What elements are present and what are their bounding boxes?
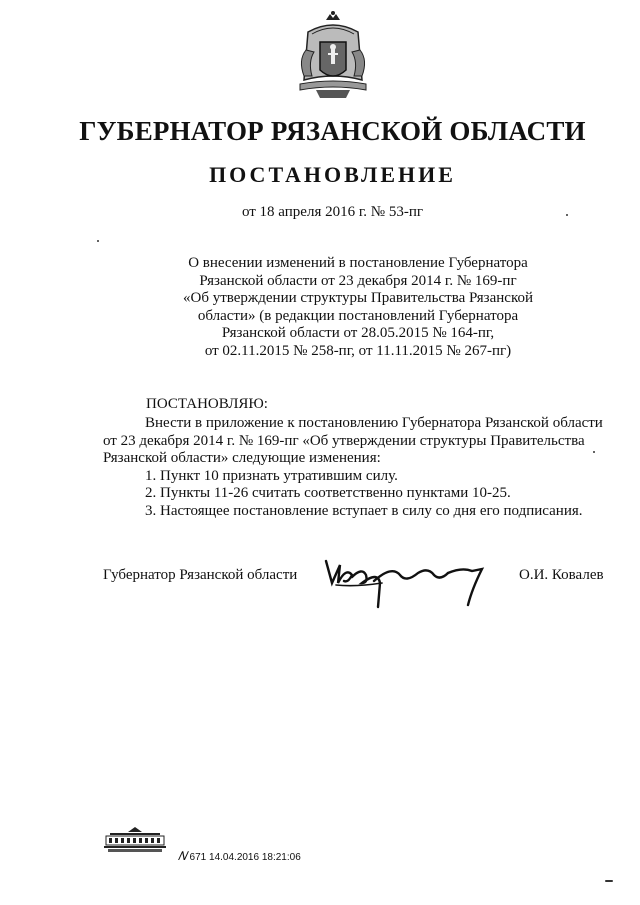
scan-dot [566,214,568,216]
body-line: Рязанской области» следующие изменения: [103,450,381,467]
body-line: Внести в приложение к постановлению Губернатора Рязанской области [145,415,603,431]
scan-dot [97,240,99,242]
body-item: 3. Настоящее постановление вступает в силу со дня его подписания. [145,502,583,519]
subject-line: области» (в редакции постановлений Губернатора [197,307,519,324]
subject-line: О внесении изменений в постановление Губернатора [188,255,528,271]
signatory-name: О.И. Ковалев [519,567,604,583]
subject-line: Рязанской области от 23 декабря 2014 г. № 169-пг [199,272,517,289]
body-item: 2. Пункты 11-26 считать соответственно пунктами 10-25. [145,485,511,502]
handwritten-signature [322,553,492,611]
stylus-mark-icon: 𝑁 [178,849,187,863]
signatory-title: Губернатор Рязанской области [103,567,298,583]
issuing-authority-title: ГУБЕРНАТОР РЯЗАНСКОЙ ОБЛАСТИ [79,116,586,146]
document-date-number: от 18 апреля 2016 г. № 53-пг [241,204,424,220]
document-body [103,415,618,521]
coat-of-arms-icon [290,10,376,102]
scan-dot [593,451,595,453]
document-subject [170,255,546,361]
subject-line: от 02.11.2015 № 258-пг, от 11.11.2015 № 267-пг) [204,342,512,359]
registration-number: 671 14.04.2016 18:21:06 [189,852,301,863]
registration-line [178,849,301,864]
building-stamp-icon [104,826,166,854]
document-type-title: ПОСТАНОВЛЕНИЕ [209,162,456,187]
decree-word: ПОСТАНОВЛЯЮ: [146,396,268,412]
subject-line: «Об утверждении структуры Правительства Рязанской [182,290,534,307]
subject-line: Рязанской области от 28.05.2015 № 164-пг, [221,325,495,342]
body-item: 1. Пункт 10 признать утратившим силу. [145,467,398,484]
body-line: от 23 декабря 2014 г. № 169-пг «Об утверждении структуры Правительства [103,432,585,449]
scan-dot [605,880,613,882]
